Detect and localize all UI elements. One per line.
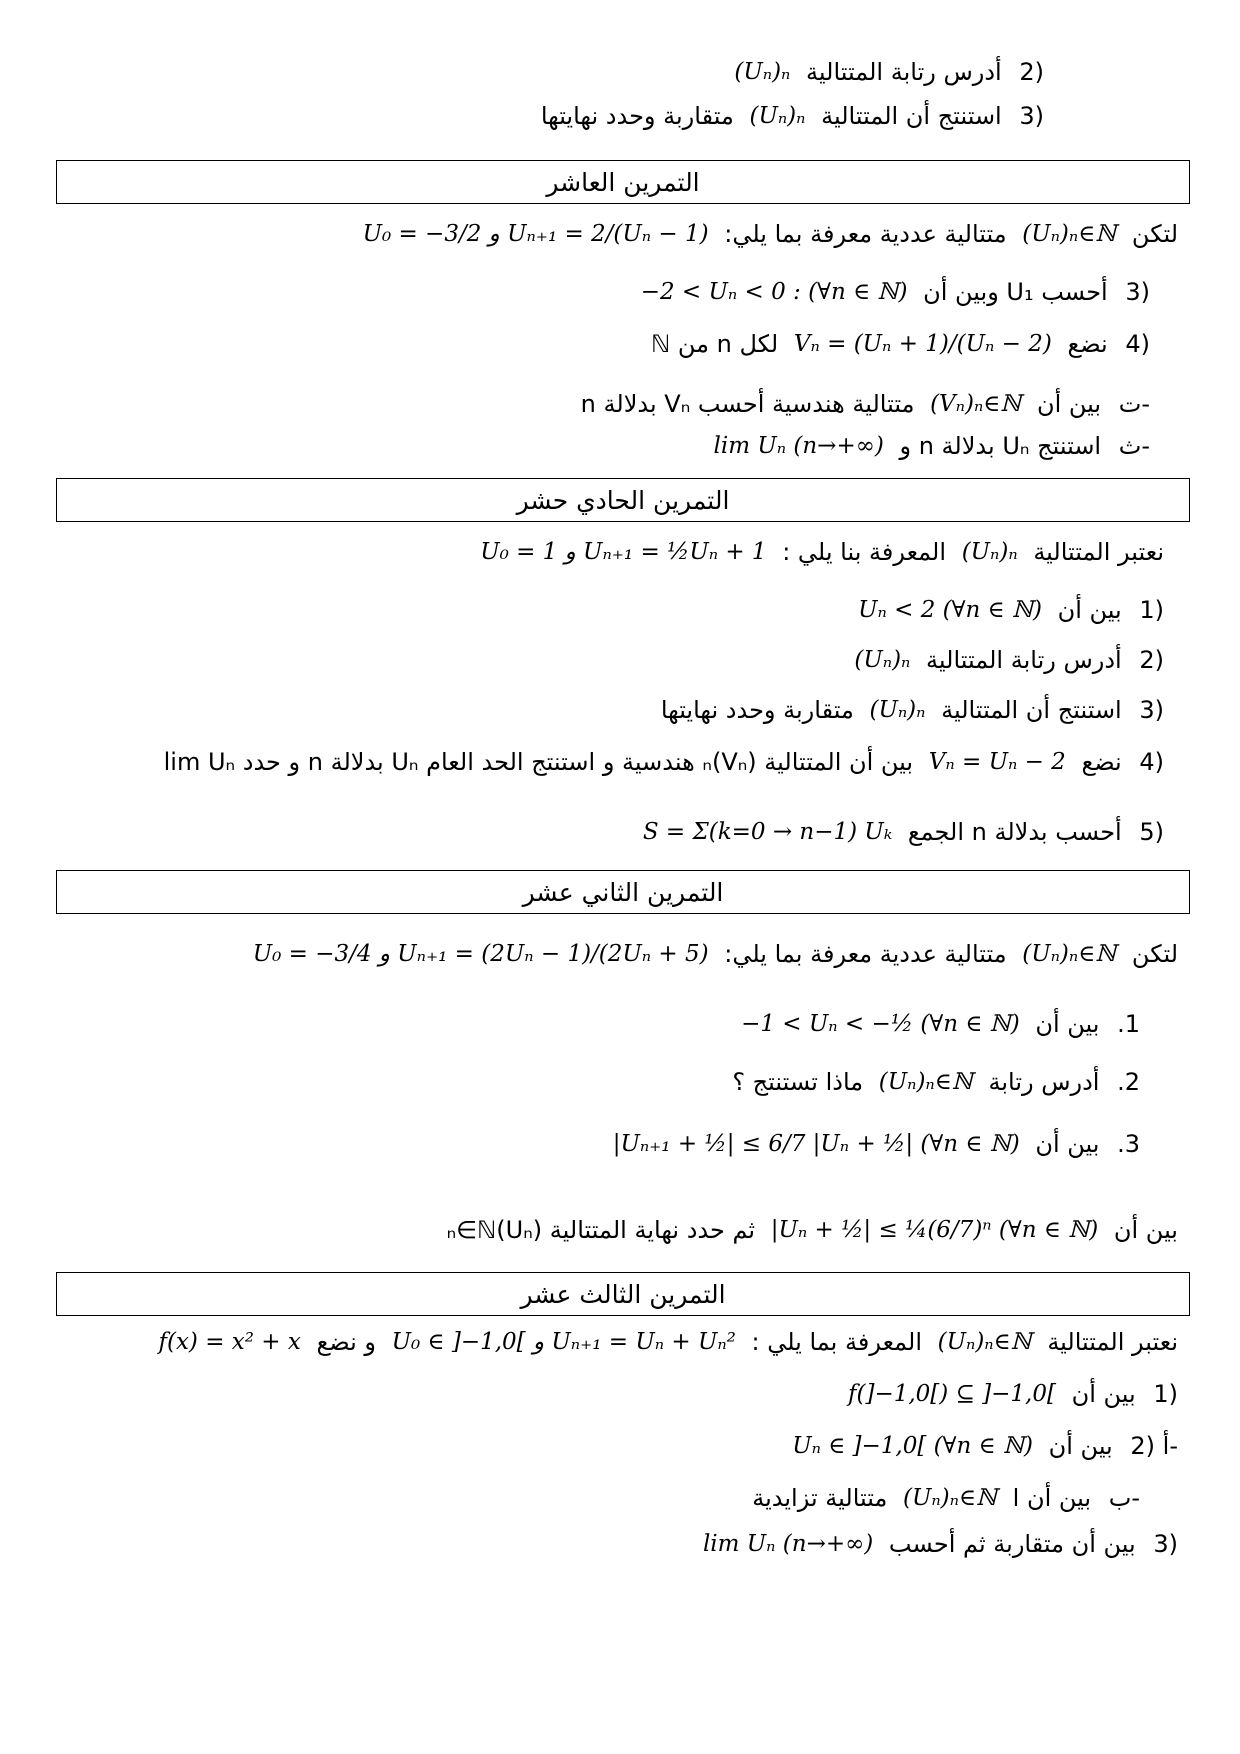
item-text: بين أن المتتالية (Vₙ)ₙ هندسية و استنتج الحد العام Uₙ بدلالة n و حدد lim Uₙ	[163, 748, 914, 776]
math-expression: Vₙ = Uₙ − 2	[928, 749, 1066, 776]
exercise-title-text: التمرين الثالث عشر	[520, 1279, 726, 1309]
item-text: بين أن	[1035, 1010, 1100, 1038]
top-q2	[726, 58, 1044, 87]
math-expression: U₀ = −3/4 و Uₙ₊₁ = (2Uₙ − 1)/(2Uₙ + 5)	[252, 941, 709, 968]
math-expression: |Uₙ + ½| ≤ ¼(6/7)ⁿ (∀n ∈ ℕ)	[770, 1217, 1099, 1244]
item-number: 2) أ-	[1130, 1432, 1178, 1460]
exercise-12-q4	[447, 1216, 1178, 1245]
item-text: متتالية هندسية أحسب Vₙ بدلالة n	[580, 390, 915, 418]
item-text: نضع	[1081, 748, 1122, 776]
item-number: 4)	[1139, 748, 1164, 776]
item-text: متقاربة وحدد نهايتها	[660, 696, 854, 724]
item-text: بين أن	[1071, 1380, 1136, 1408]
math-expression: (Uₙ)ₙ∈ℕ	[1022, 221, 1117, 248]
item-text: نضع	[1067, 330, 1108, 358]
intro-text: متتالية عددية معرفة بما يلي:	[724, 220, 1007, 248]
math-expression: U₀ = 1 و Uₙ₊₁ = ½Uₙ + 1	[480, 539, 767, 566]
exercise-10-qa	[581, 390, 1150, 419]
math-expression: S = Σ(k=0 → n−1) Uₖ	[642, 819, 893, 846]
math-expression: U₀ = −3/2 و Uₙ₊₁ = 2/(Uₙ − 1)	[362, 221, 709, 248]
item-number: ب-	[1108, 1484, 1140, 1512]
item-text: أدرس رتابة	[988, 1068, 1100, 1096]
intro-text: نعتبر المتتالية	[1047, 1328, 1178, 1356]
exercise-13-intro	[150, 1328, 1178, 1357]
intro-text: المعرفة بما يلي :	[751, 1328, 922, 1356]
item-text: بين أن	[1036, 390, 1102, 418]
item-text: أحسب U₁ وبين أن	[923, 278, 1108, 306]
intro-text: المعرفة بنا يلي :	[782, 538, 947, 566]
item-text: بين أن	[1057, 596, 1122, 624]
math-expression: f(x) = x² + x	[158, 1329, 301, 1356]
math-expression: (Uₙ)ₙ∈ℕ	[937, 1329, 1032, 1356]
item-text: بين أن ا	[1012, 1484, 1092, 1512]
exercise-12-q3	[605, 1130, 1140, 1159]
exercise-10-q3	[633, 278, 1150, 307]
exercise-13-q3	[695, 1530, 1178, 1559]
item-text: بين أن	[1113, 1216, 1178, 1244]
math-expression: |Uₙ₊₁ + ½| ≤ 6/7 |Uₙ + ½| (∀n ∈ ℕ)	[612, 1131, 1020, 1158]
exercise-10-intro	[355, 220, 1178, 249]
item-text: بين أن متقاربة ثم أحسب	[888, 1530, 1136, 1558]
exercise-13-q2a	[784, 1432, 1178, 1461]
item-text: متتالية تزايدية	[752, 1484, 888, 1512]
item-number: 3)	[1139, 696, 1164, 724]
item-number: 2)	[1139, 646, 1164, 674]
exercise-13-q2b	[752, 1484, 1140, 1513]
intro-text: لتكن	[1131, 940, 1178, 968]
exercise-12-q1	[733, 1010, 1140, 1039]
item-text: استنتج أن المتتالية	[821, 102, 1002, 130]
math-expression: lim Uₙ (n→+∞)	[702, 1531, 874, 1558]
intro-text: لتكن	[1131, 220, 1178, 248]
exercise-10-title	[56, 160, 1190, 204]
math-expression: (Uₙ)ₙ	[961, 539, 1018, 566]
item-number: 4)	[1125, 330, 1150, 358]
exercise-12-title	[56, 870, 1190, 914]
math-expression: Uₙ < 2 (∀n ∈ ℕ)	[858, 597, 1042, 624]
math-expression: Uₙ ∈ ]−1,0[ (∀n ∈ ℕ)	[792, 1433, 1033, 1460]
item-text: بين أن	[1048, 1432, 1113, 1460]
exercise-11-q5	[635, 818, 1164, 847]
math-expression: Vₙ = (Uₙ + 1)/(Uₙ − 2)	[793, 331, 1052, 358]
math-expression: −2 < Uₙ < 0 : (∀n ∈ ℕ)	[640, 279, 908, 306]
exercise-11-intro	[472, 538, 1164, 567]
math-expression: (Uₙ)ₙ	[734, 59, 791, 86]
exercise-11-q2	[846, 646, 1164, 675]
math-expression: (Uₙ)ₙ	[749, 103, 806, 130]
item-text: ماذا تستنتج ؟	[732, 1068, 864, 1096]
math-expression: U₀ ∈ ]−1,0[ و Uₙ₊₁ = Uₙ + Uₙ²	[391, 1329, 736, 1356]
item-text: بين أن	[1035, 1130, 1100, 1158]
math-expression: (Uₙ)ₙ	[854, 647, 911, 674]
exercise-title-text: التمرين الحادي حشر	[516, 485, 730, 515]
item-text: متقاربة وحدد نهايتها	[540, 102, 734, 130]
math-expression: (Uₙ)ₙ∈ℕ	[903, 1485, 998, 1512]
item-number: 1)	[1153, 1380, 1178, 1408]
exercise-10-q4	[651, 330, 1150, 359]
item-number: 5)	[1139, 818, 1164, 846]
exercise-13-title	[56, 1272, 1190, 1316]
exercise-12-intro	[245, 940, 1178, 969]
item-text: استنتج Uₙ بدلالة n و	[899, 432, 1102, 460]
item-number: .2	[1117, 1068, 1140, 1096]
exercise-11-q3	[661, 696, 1164, 725]
math-expression: lim Uₙ (n→+∞)	[713, 433, 884, 460]
intro-text: و نضع	[316, 1328, 376, 1356]
exercise-11-q1	[850, 596, 1164, 625]
intro-text: متتالية عددية معرفة بما يلي:	[724, 940, 1007, 968]
intro-text: نعتبر المتتالية	[1033, 538, 1164, 566]
item-text: أحسب بدلالة n الجمع	[907, 818, 1122, 846]
math-expression: (Uₙ)ₙ	[869, 697, 926, 724]
math-expression: (Uₙ)ₙ∈ℕ	[878, 1069, 973, 1096]
exercise-title-text: التمرين الثاني عشر	[522, 877, 724, 907]
item-text: ثم حدد نهاية المتتالية (Uₙ)ₙ∈ℕ	[446, 1216, 756, 1244]
item-number: .3	[1117, 1130, 1140, 1158]
exercise-13-q1	[840, 1380, 1178, 1409]
item-number: 3)	[1125, 278, 1150, 306]
item-number: 3)	[1019, 102, 1044, 130]
item-number: .1	[1117, 1010, 1140, 1038]
exercise-10-qb	[706, 432, 1150, 461]
math-expression: (Vₙ)ₙ∈ℕ	[930, 391, 1022, 418]
item-text: أدرس رتابة المتتالية	[926, 646, 1122, 674]
item-text: أدرس رتابة المتتالية	[806, 58, 1002, 86]
top-q3	[541, 102, 1044, 131]
item-number: 2)	[1019, 58, 1044, 86]
exercise-12-q2	[732, 1068, 1140, 1097]
item-number: ث-	[1118, 432, 1150, 460]
item-number: ت-	[1118, 390, 1150, 418]
exercise-11-title	[56, 478, 1190, 522]
exercise-title-text: التمرين العاشر	[546, 167, 700, 197]
item-text: استنتج أن المتتالية	[941, 696, 1122, 724]
math-expression: f(]−1,0[) ⊆ ]−1,0[	[848, 1381, 1056, 1408]
item-number: 1)	[1139, 596, 1164, 624]
math-expression: −1 < Uₙ < −½ (∀n ∈ ℕ)	[741, 1011, 1020, 1038]
exercise-11-q4	[164, 748, 1164, 777]
item-text: لكل n من ℕ	[651, 330, 779, 358]
math-expression: (Uₙ)ₙ∈ℕ	[1022, 941, 1117, 968]
item-number: 3)	[1153, 1530, 1178, 1558]
